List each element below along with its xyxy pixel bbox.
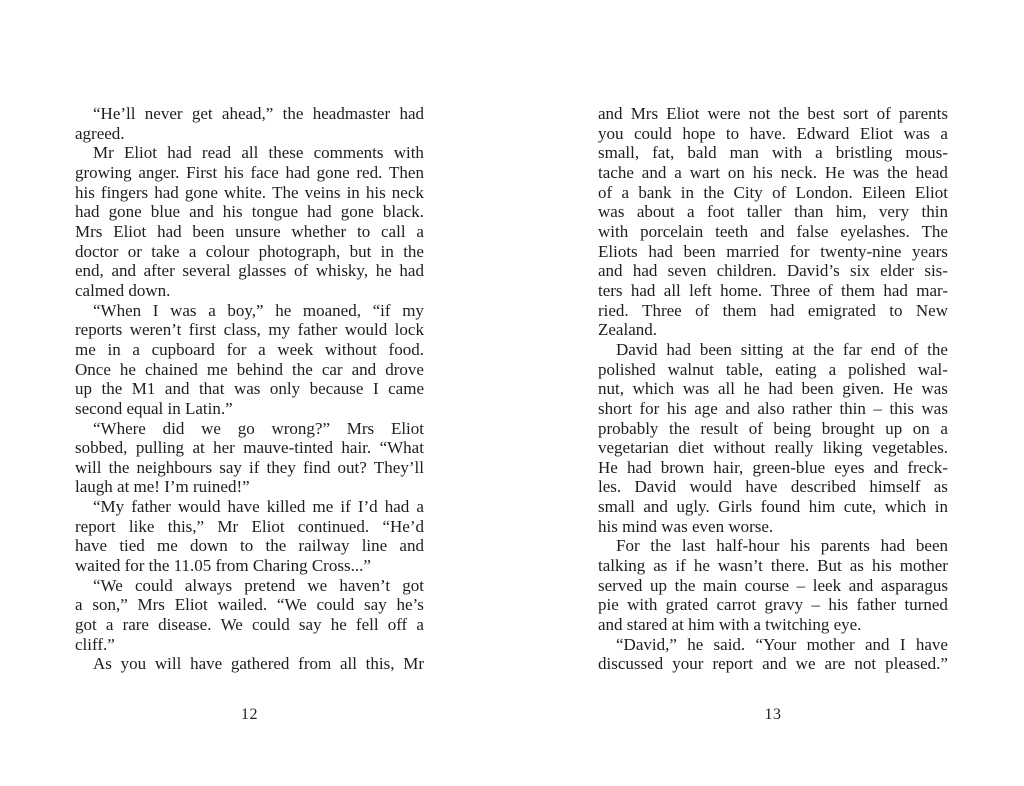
text-line: his mind was even worse. [598, 516, 774, 536]
text-line: sobbed, pulling at her mauve-tinted hair. “What [75, 438, 424, 458]
text-line: a son,” Mrs Eliot wailed. “We could say he’s [75, 595, 424, 615]
text-line: end, and after several glasses of whisky, he had [75, 261, 424, 281]
right-page-text-column [598, 104, 948, 674]
text-line: cliff.” [75, 634, 115, 654]
text-line: ters had all left home. Three of them had mar- [598, 280, 948, 300]
left-page-text-column [75, 104, 424, 674]
page-number-left: 12 [241, 706, 258, 723]
text-line: nut, which was all he had been given. He was [598, 379, 948, 399]
text-line: polished walnut table, eating a polished wal- [598, 359, 948, 379]
text-line: vegetarian diet without really liking vegetables. [598, 438, 948, 458]
text-line: of a bank in the City of London. Eileen Eliot [598, 182, 948, 202]
text-line: doctor or take a colour photograph, but in the [75, 241, 424, 261]
text-line: Mr Eliot had read all these comments with [93, 143, 424, 163]
text-line: with porcelain teeth and false eyelashes. The [598, 221, 948, 241]
text-line: discussed your report and we are not pleased.” [598, 654, 948, 674]
text-line: Mrs Eliot had been unsure whether to call a [75, 221, 424, 241]
text-line: was about a foot taller than him, very thin [598, 202, 948, 222]
text-line: laugh at me! I’m ruined!” [75, 477, 250, 497]
text-line: small, fat, bald man with a bristling mous- [598, 143, 948, 163]
text-line: talking as if he wasn’t there. But as his mother [598, 556, 948, 576]
text-line: Once he chained me behind the car and drove [75, 359, 424, 379]
text-line: and stared at him with a twitching eye. [598, 615, 862, 635]
text-line: up the M1 and that was only because I came [75, 379, 424, 399]
page-number-right: 13 [764, 706, 782, 723]
text-line: growing anger. First his face had gone red. Then [75, 162, 424, 182]
text-line: “My father would have killed me if I’d had a [93, 497, 424, 517]
text-line: his fingers had gone white. The veins in his neck [75, 182, 424, 202]
text-line: Eliots had been married for twenty-nine years [598, 241, 948, 261]
text-line: David had been sitting at the far end of the [616, 339, 948, 359]
text-line: Zealand. [598, 320, 657, 340]
text-line: pie with grated carrot gravy – his father turned [598, 595, 948, 615]
text-line: second equal in Latin.” [75, 398, 233, 418]
text-line: and had seven children. David’s six elder sis- [598, 261, 948, 281]
text-line: had gone blue and his tongue had gone black. [75, 202, 424, 222]
text-line: reports weren’t first class, my father would lock [75, 320, 424, 340]
text-line: He had brown hair, green-blue eyes and freck- [598, 457, 948, 477]
text-line: ried. Three of them had emigrated to New [598, 300, 948, 320]
text-line: and Mrs Eliot were not the best sort of parents [598, 104, 948, 123]
text-line: report like this,” Mr Eliot continued. “He’d [75, 516, 424, 536]
text-line: short for his age and also rather thin – this was [598, 398, 948, 418]
text-line: “We could always pretend we haven’t got [93, 575, 424, 595]
text-line: tache and a wart on his neck. He was the head [598, 162, 948, 182]
text-line: “When I was a boy,” he moaned, “if my [93, 300, 424, 320]
text-line: small and ugly. Girls found him cute, which in [598, 497, 948, 517]
text-line: have tied me down to the railway line and [75, 536, 424, 556]
text-line: calmed down. [75, 280, 171, 300]
text-line: “He’ll never get ahead,” the headmaster had [93, 104, 424, 123]
text-line: As you will have gathered from all this, Mr [93, 654, 424, 674]
text-line: “David,” he said. “Your mother and I have [616, 634, 948, 654]
text-line: probably the result of being brought up on a [598, 418, 948, 438]
text-line: got a rare disease. We could say he fell off a [75, 615, 424, 635]
text-line: me in a cupboard for a week without food. [75, 339, 424, 359]
text-line: you could hope to have. Edward Eliot was a [598, 123, 948, 143]
text-line: agreed. [75, 123, 125, 143]
text-line: will the neighbours say if they find out? They’ll [75, 457, 424, 477]
text-line: For the last half-hour his parents had been [616, 536, 948, 556]
text-line: served up the main course – leek and asparagus [598, 575, 948, 595]
text-line: waited for the 11.05 from Charing Cross...” [75, 556, 371, 576]
text-line: les. David would have described himself as [598, 477, 948, 497]
text-line: “Where did we go wrong?” Mrs Eliot [93, 418, 424, 438]
